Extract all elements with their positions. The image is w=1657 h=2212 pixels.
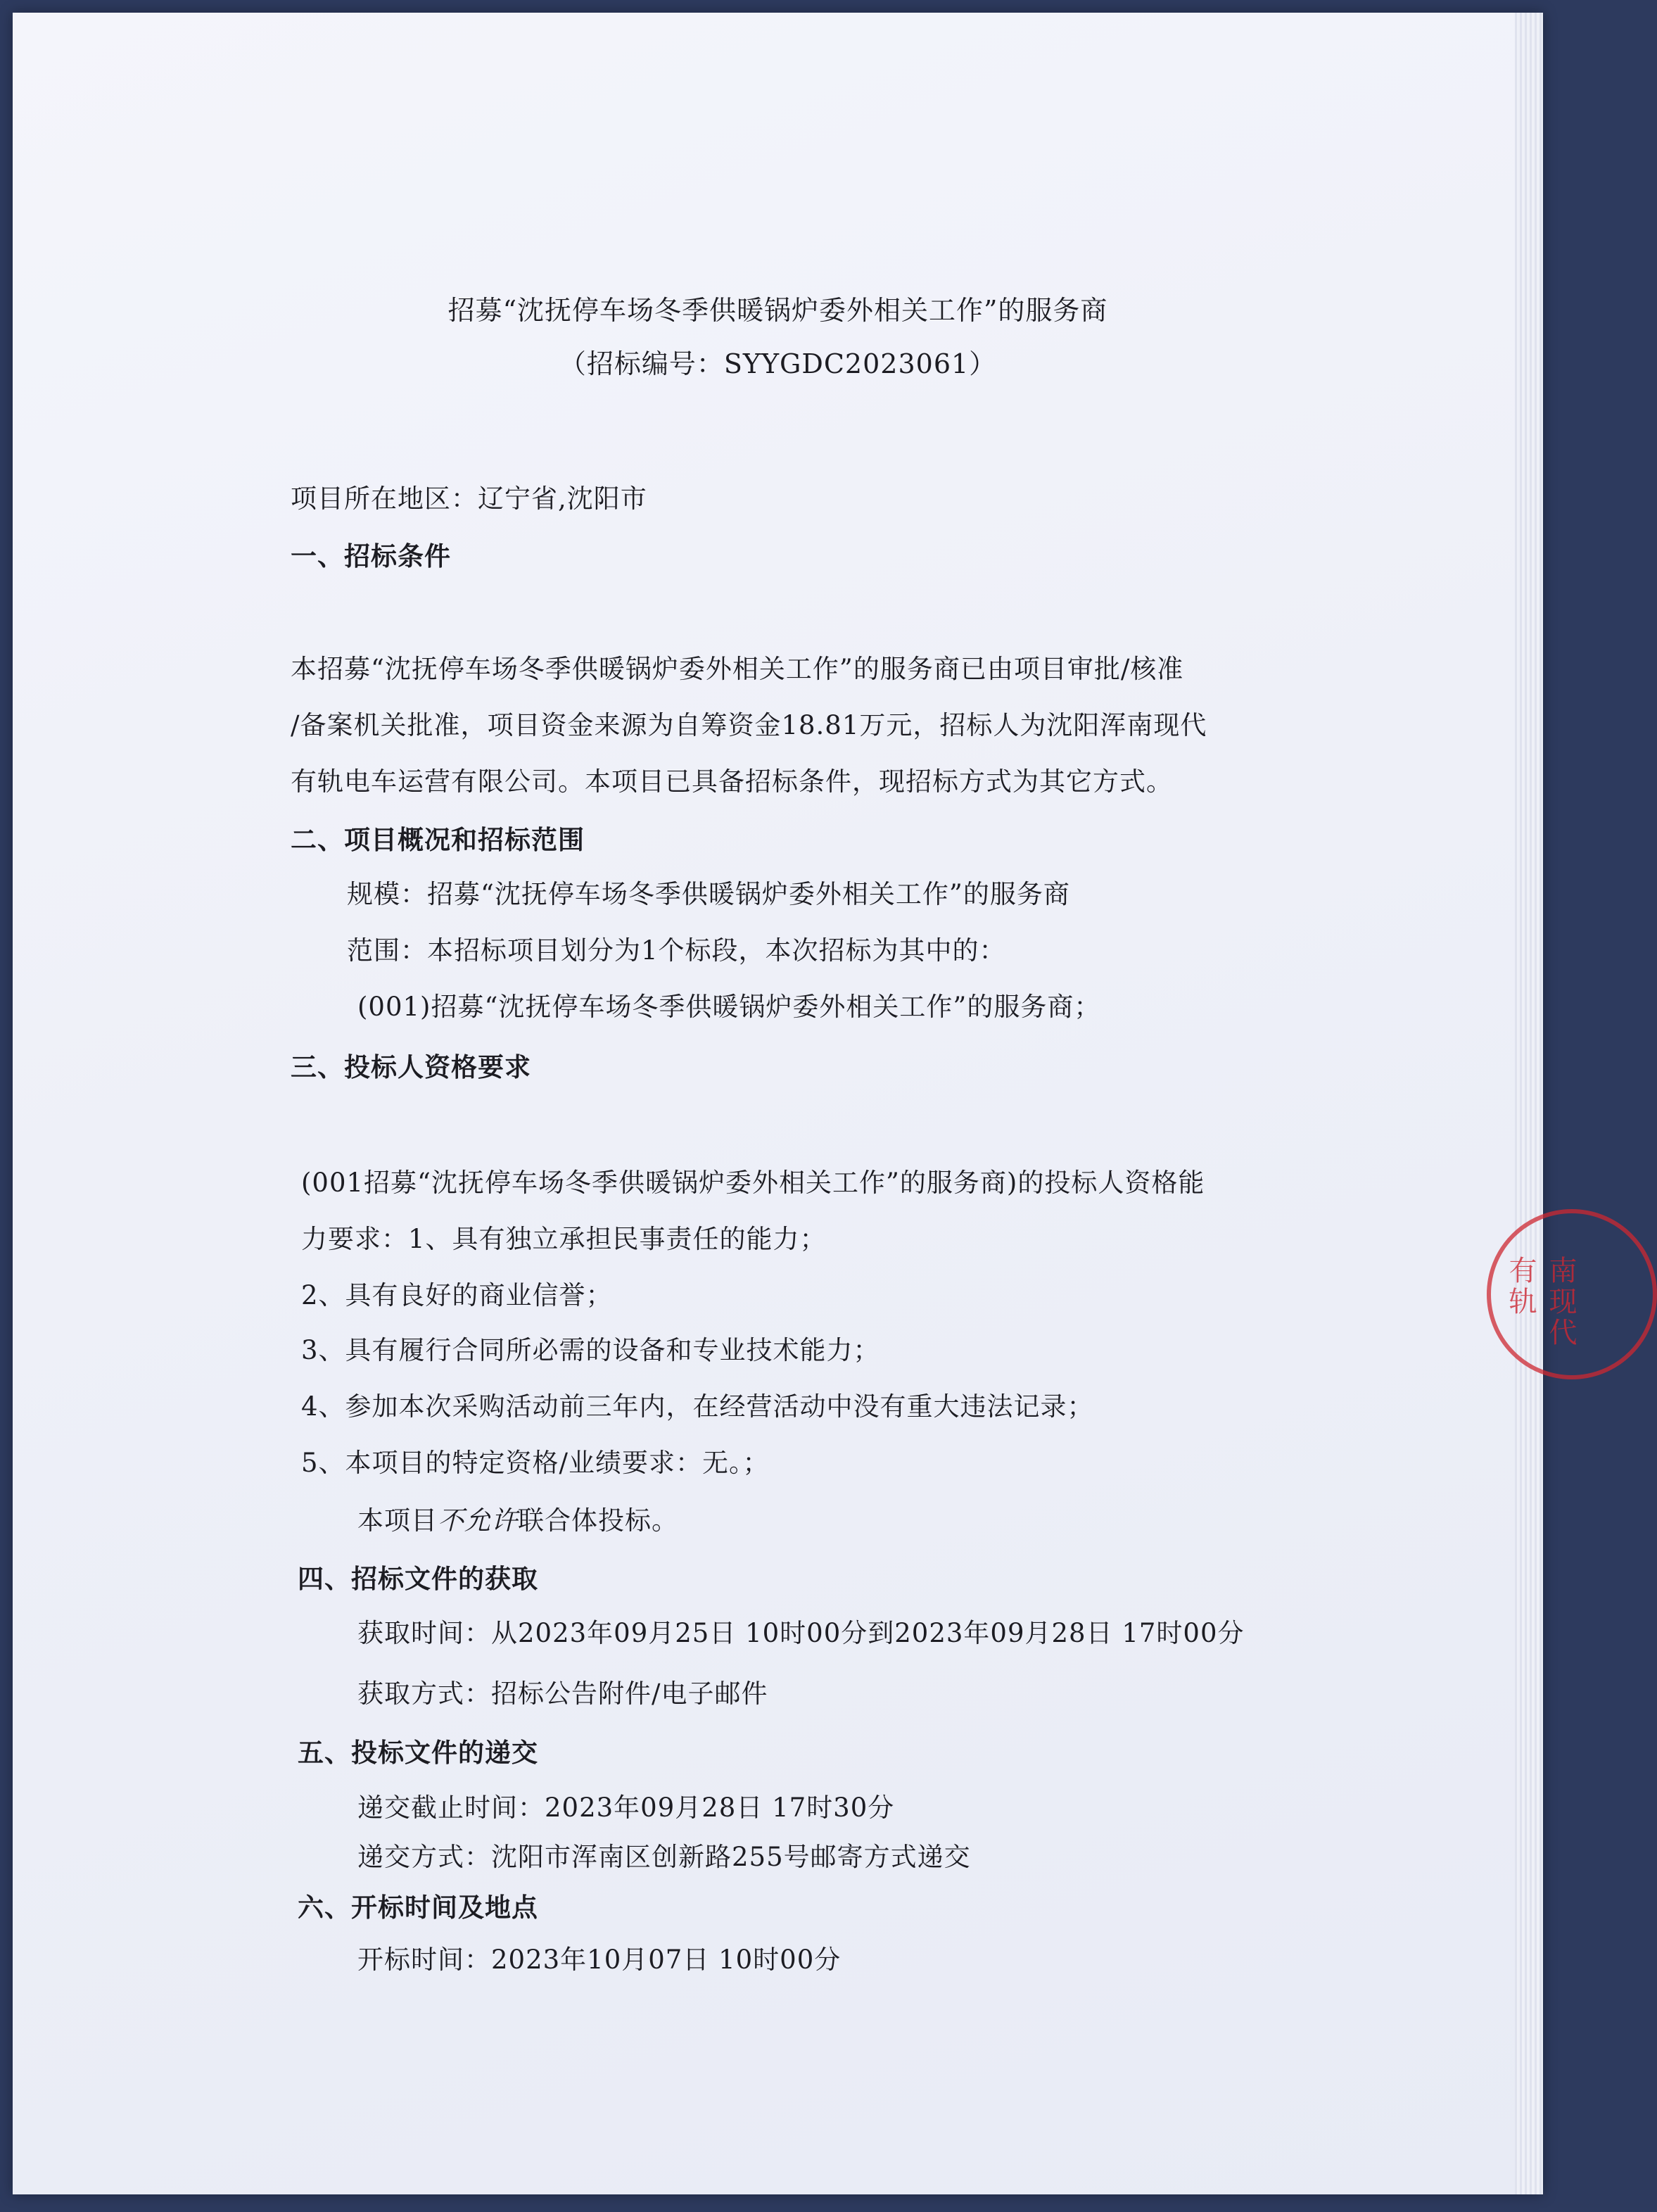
section-1-heading: 一、招标条件 [291, 541, 451, 571]
section-2-heading: 二、项目概况和招标范围 [291, 825, 585, 855]
joint-bid-suffix: 联合体投标。 [518, 1505, 678, 1536]
section-4-method: 获取方式：招标公告附件/电子邮件 [357, 1679, 768, 1709]
section-2-lot: (001)招募“沈抚停车场冬季供暖锅炉委外相关工作”的服务商； [357, 992, 1101, 1022]
section-5-method: 递交方式：沈阳市浑南区创新路255号邮寄方式递交 [357, 1842, 971, 1872]
joint-bid-not-allowed: 不允许 [438, 1505, 518, 1536]
joint-bid-prefix: 本项目 [357, 1505, 438, 1536]
section-6-time: 开标时间：2023年10月07日 10时00分 [357, 1945, 842, 1975]
seal-text: 南现代有轨 [1504, 1256, 1577, 1348]
section-4-time: 获取时间：从2023年09月25日 10时00分到2023年09月28日 17时00分 [357, 1618, 1245, 1648]
project-region: 项目所在地区：辽宁省,沈阳市 [291, 484, 647, 514]
section-1-para-line3: 有轨电车运营有限公司。本项目已具备招标条件，现招标方式为其它方式。 [291, 766, 1173, 797]
section-3-para-line1: (001招募“沈抚停车场冬季供暖锅炉委外相关工作”的服务商)的投标人资格能 [301, 1168, 1205, 1198]
section-2-scale: 规模：招募“沈抚停车场冬季供暖锅炉委外相关工作”的服务商 [347, 879, 1070, 909]
section-3-item-3: 3、具有履行合同所必需的设备和专业技术能力； [301, 1335, 880, 1365]
document-title: 招募“沈抚停车场冬季供暖锅炉委外相关工作”的服务商 [447, 295, 1108, 326]
section-5-deadline: 递交截止时间：2023年09月28日 17时30分 [357, 1793, 895, 1823]
section-3-item-2: 2、具有良好的商业信誉； [301, 1280, 613, 1310]
section-4-heading: 四、招标文件的获取 [298, 1564, 538, 1594]
paper-edge [1515, 13, 1543, 2194]
section-3-item-5: 5、本项目的特定资格/业绩要求：无。； [301, 1448, 770, 1478]
section-1-para-line2: /备案机关批准，项目资金来源为自筹资金18.81万元，招标人为沈阳浑南现代 [291, 710, 1207, 740]
section-3-para-line2: 力要求：1、具有独立承担民事责任的能力； [301, 1224, 827, 1254]
section-3-joint-bid [357, 1499, 678, 1537]
section-3-item-4: 4、参加本次采购活动前三年内，在经营活动中没有重大违法记录； [301, 1391, 1094, 1422]
section-1-para-line1: 本招募“沈抚停车场冬季供暖锅炉委外相关工作”的服务商已由项目审批/核准 [291, 654, 1184, 684]
document-page [13, 13, 1577, 2194]
section-5-heading: 五、投标文件的递交 [298, 1738, 538, 1768]
bid-number: （招标编号：SYYGDC2023061） [559, 348, 997, 379]
section-6-heading: 六、开标时间及地点 [298, 1892, 538, 1923]
section-2-scope: 范围：本招标项目划分为1个标段，本次招标为其中的： [347, 935, 1006, 966]
section-3-heading: 三、投标人资格要求 [291, 1052, 531, 1082]
red-seal-stamp [1487, 1209, 1657, 1379]
